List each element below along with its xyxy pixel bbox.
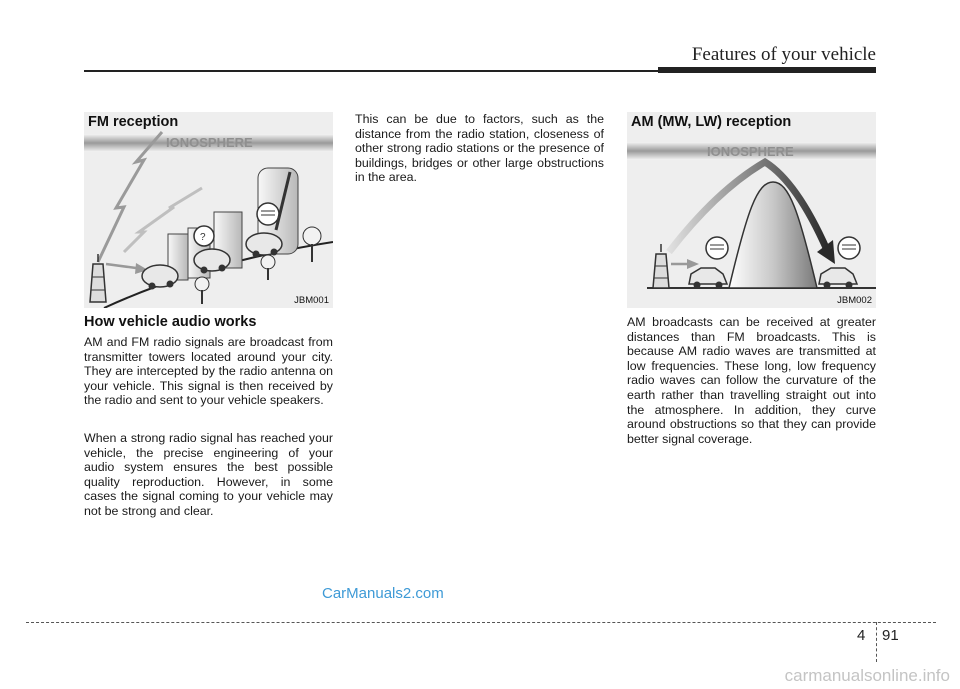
- page-number-divider: [876, 622, 877, 662]
- tree-icon: [261, 255, 275, 280]
- am-reception-illustration: [627, 112, 876, 308]
- figure-code: JBM002: [837, 295, 872, 306]
- watermark-link[interactable]: CarManuals2.com: [322, 585, 444, 602]
- fm-reception-figure: [84, 112, 333, 308]
- page-number: 91: [882, 627, 899, 644]
- radio-sound-icon: [257, 203, 279, 225]
- arrow-head: [687, 259, 699, 269]
- body-paragraph: AM broadcasts can be received at greater distances than FM broadcasts. This is because AM radio waves are transmitted at low frequencies. These long, low frequency radio waves can follow the curvature of the earth rather than travelling straight out into the atmosphere. In addition, they curve around obstructions so that they can provide better signal coverage.: [627, 315, 876, 446]
- car-icon: [142, 265, 178, 290]
- section-heading: How vehicle audio works: [84, 314, 257, 330]
- radio-sound-icon: [194, 226, 214, 246]
- chapter-number: 4: [857, 627, 866, 644]
- body-paragraph: This can be due to factors, such as the distance from the radio station, closeness of other strong radio stations or the presence of buildings, bridges or other large obstructions in the area.: [355, 112, 604, 185]
- figure-code: JBM001: [294, 295, 329, 306]
- signal-arrow: [106, 264, 136, 268]
- svg-text:?: ?: [200, 232, 206, 243]
- radio-sound-icon: [838, 237, 860, 259]
- footer-divider: [26, 622, 936, 623]
- ionosphere-label: IONOSPHERE: [166, 135, 253, 150]
- header-rule-thick: [658, 67, 876, 73]
- section-title: Features of your vehicle: [691, 44, 876, 65]
- mountain-obstruction: [729, 182, 817, 288]
- fm-reception-illustration: [84, 112, 333, 308]
- transmitter-tower-icon: [90, 254, 106, 302]
- tree-icon: [195, 277, 209, 304]
- car-icon: [689, 268, 727, 289]
- body-paragraph: AM and FM radio signals are broadcast from transmitter towers located around your city. They are intercepted by the radio antenna on your vehicle. This signal is then received by the radio and sent to your vehicle speakers.: [84, 335, 333, 408]
- ionosphere-label: IONOSPHERE: [707, 144, 794, 159]
- site-watermark[interactable]: carmanualsonline.info: [784, 666, 950, 685]
- am-reception-figure: [627, 112, 876, 308]
- transmitter-tower-icon: [653, 244, 669, 288]
- car-icon: [246, 233, 282, 258]
- body-paragraph: When a strong radio signal has reached your vehicle, the precise engineering of your audio system ensures the best possible quality reproduction. However, in some cases the signal coming to your vehicle may not be strong and clear.: [84, 431, 333, 518]
- header-rule: [84, 70, 660, 72]
- fm-reception-title: FM reception: [88, 114, 179, 130]
- am-reception-title: AM (MW, LW) reception: [631, 114, 792, 130]
- radio-sound-icon: [706, 237, 728, 259]
- car-icon: [819, 268, 857, 289]
